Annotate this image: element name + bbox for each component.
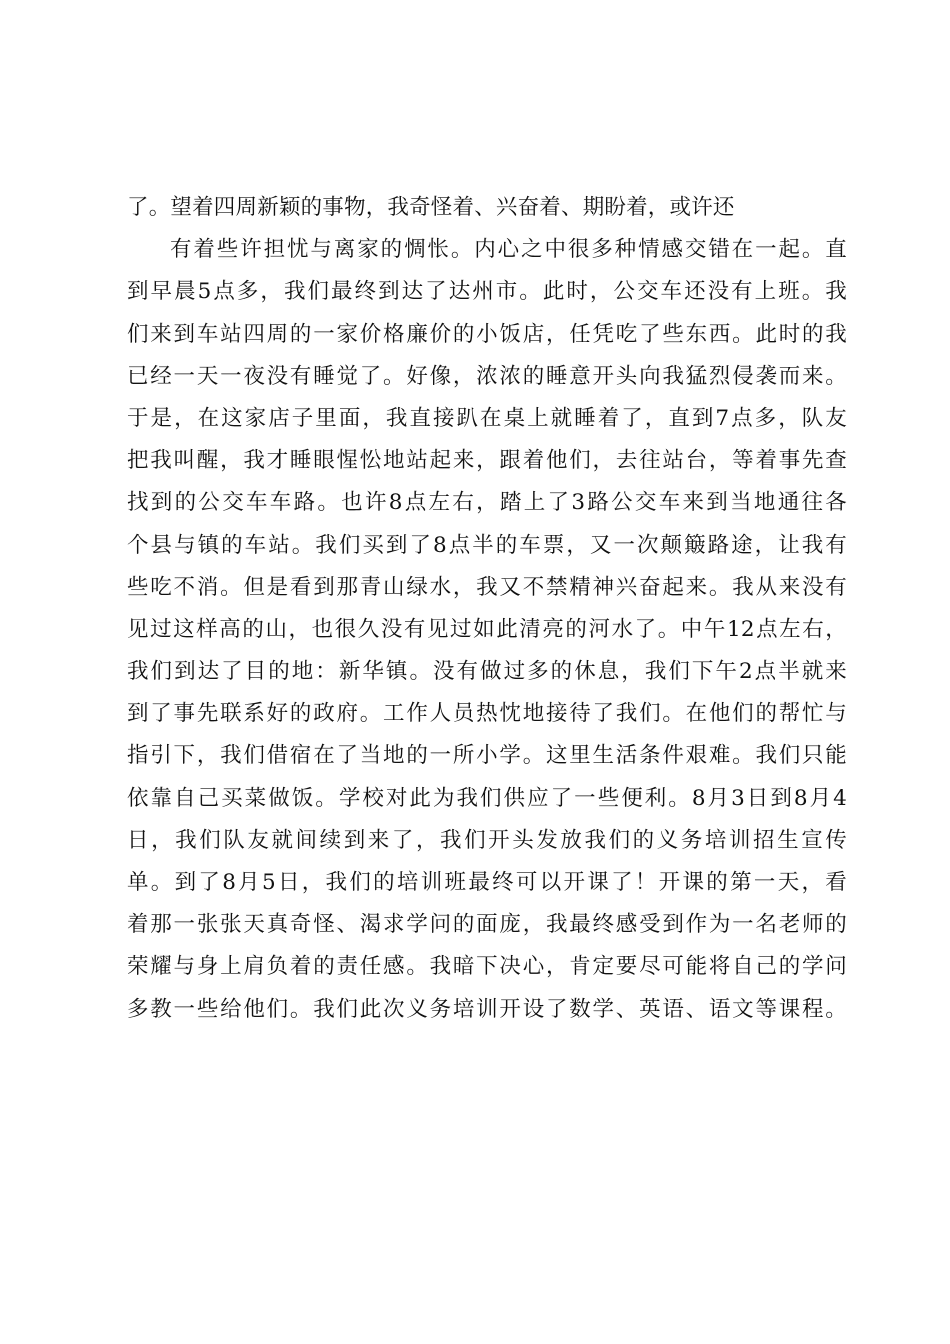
text-line: 个县与镇的车站。我们买到了8点半的车票，又一次颠簸路途，让我有 bbox=[127, 532, 847, 558]
text-line: 见过这样高的山，也很久没有见过如此清亮的河水了。中午12点左右， bbox=[127, 616, 847, 642]
text-line: 把我叫醒，我才睡眼惺忪地站起来，跟着他们，去往站台，等着事先查 bbox=[127, 448, 847, 474]
text-line: 荣耀与身上肩负着的责任感。我暗下决心，肯定要尽可能将自己的学问 bbox=[127, 954, 847, 980]
text-line: 多教一些给他们。我们此次义务培训开设了数学、英语、语文等课程。 bbox=[127, 996, 847, 1022]
text-line: 指引下，我们借宿在了当地的一所小学。这里生活条件艰难。我们只能 bbox=[127, 743, 847, 769]
text-line: 我们到达了目的地：新华镇。没有做过多的休息，我们下午2点半就来 bbox=[127, 659, 847, 685]
body-text bbox=[127, 187, 847, 1031]
text-line: 已经一天一夜没有睡觉了。好像，浓浓的睡意开头向我猛烈侵袭而来。 bbox=[127, 363, 847, 389]
text-line: 些吃不消。但是看到那青山绿水，我又不禁精神兴奋起来。我从来没有 bbox=[127, 574, 847, 600]
text-line: 们来到车站四周的一家价格廉价的小饭店，任凭吃了些东西。此时的我 bbox=[127, 321, 847, 347]
text-line: 于是，在这家店子里面，我直接趴在桌上就睡着了，直到7点多，队友 bbox=[127, 405, 847, 431]
text-line: 有着些许担忧与离家的惆怅。内心之中很多种情感交错在一起。直 bbox=[170, 237, 847, 263]
text-line: 依靠自己买菜做饭。学校对此为我们供应了一些便利。8月3日到8月4 bbox=[127, 785, 847, 811]
text-line: 日，我们队友就间续到来了，我们开头发放我们的义务培训招生宣传 bbox=[127, 827, 847, 853]
text-line: 到早晨5点多，我们最终到达了达州市。此时，公交车还没有上班。我 bbox=[127, 279, 847, 305]
text-line: 单。到了8月5日，我们的培训班最终可以开课了！开课的第一天，看 bbox=[127, 870, 847, 895]
text-line: 找到的公交车车路。也许8点左右，踏上了3路公交车来到当地通往各 bbox=[127, 490, 847, 516]
text-line: 了。望着四周新颖的事物，我奇怪着、兴奋着、期盼着，或许还 bbox=[127, 195, 735, 220]
text-line: 到了事先联系好的政府。工作人员热忱地接待了我们。在他们的帮忙与 bbox=[127, 701, 847, 727]
text-line: 着那一张张天真奇怪、渴求学问的面庞，我最终感受到作为一名老师的 bbox=[127, 912, 847, 938]
